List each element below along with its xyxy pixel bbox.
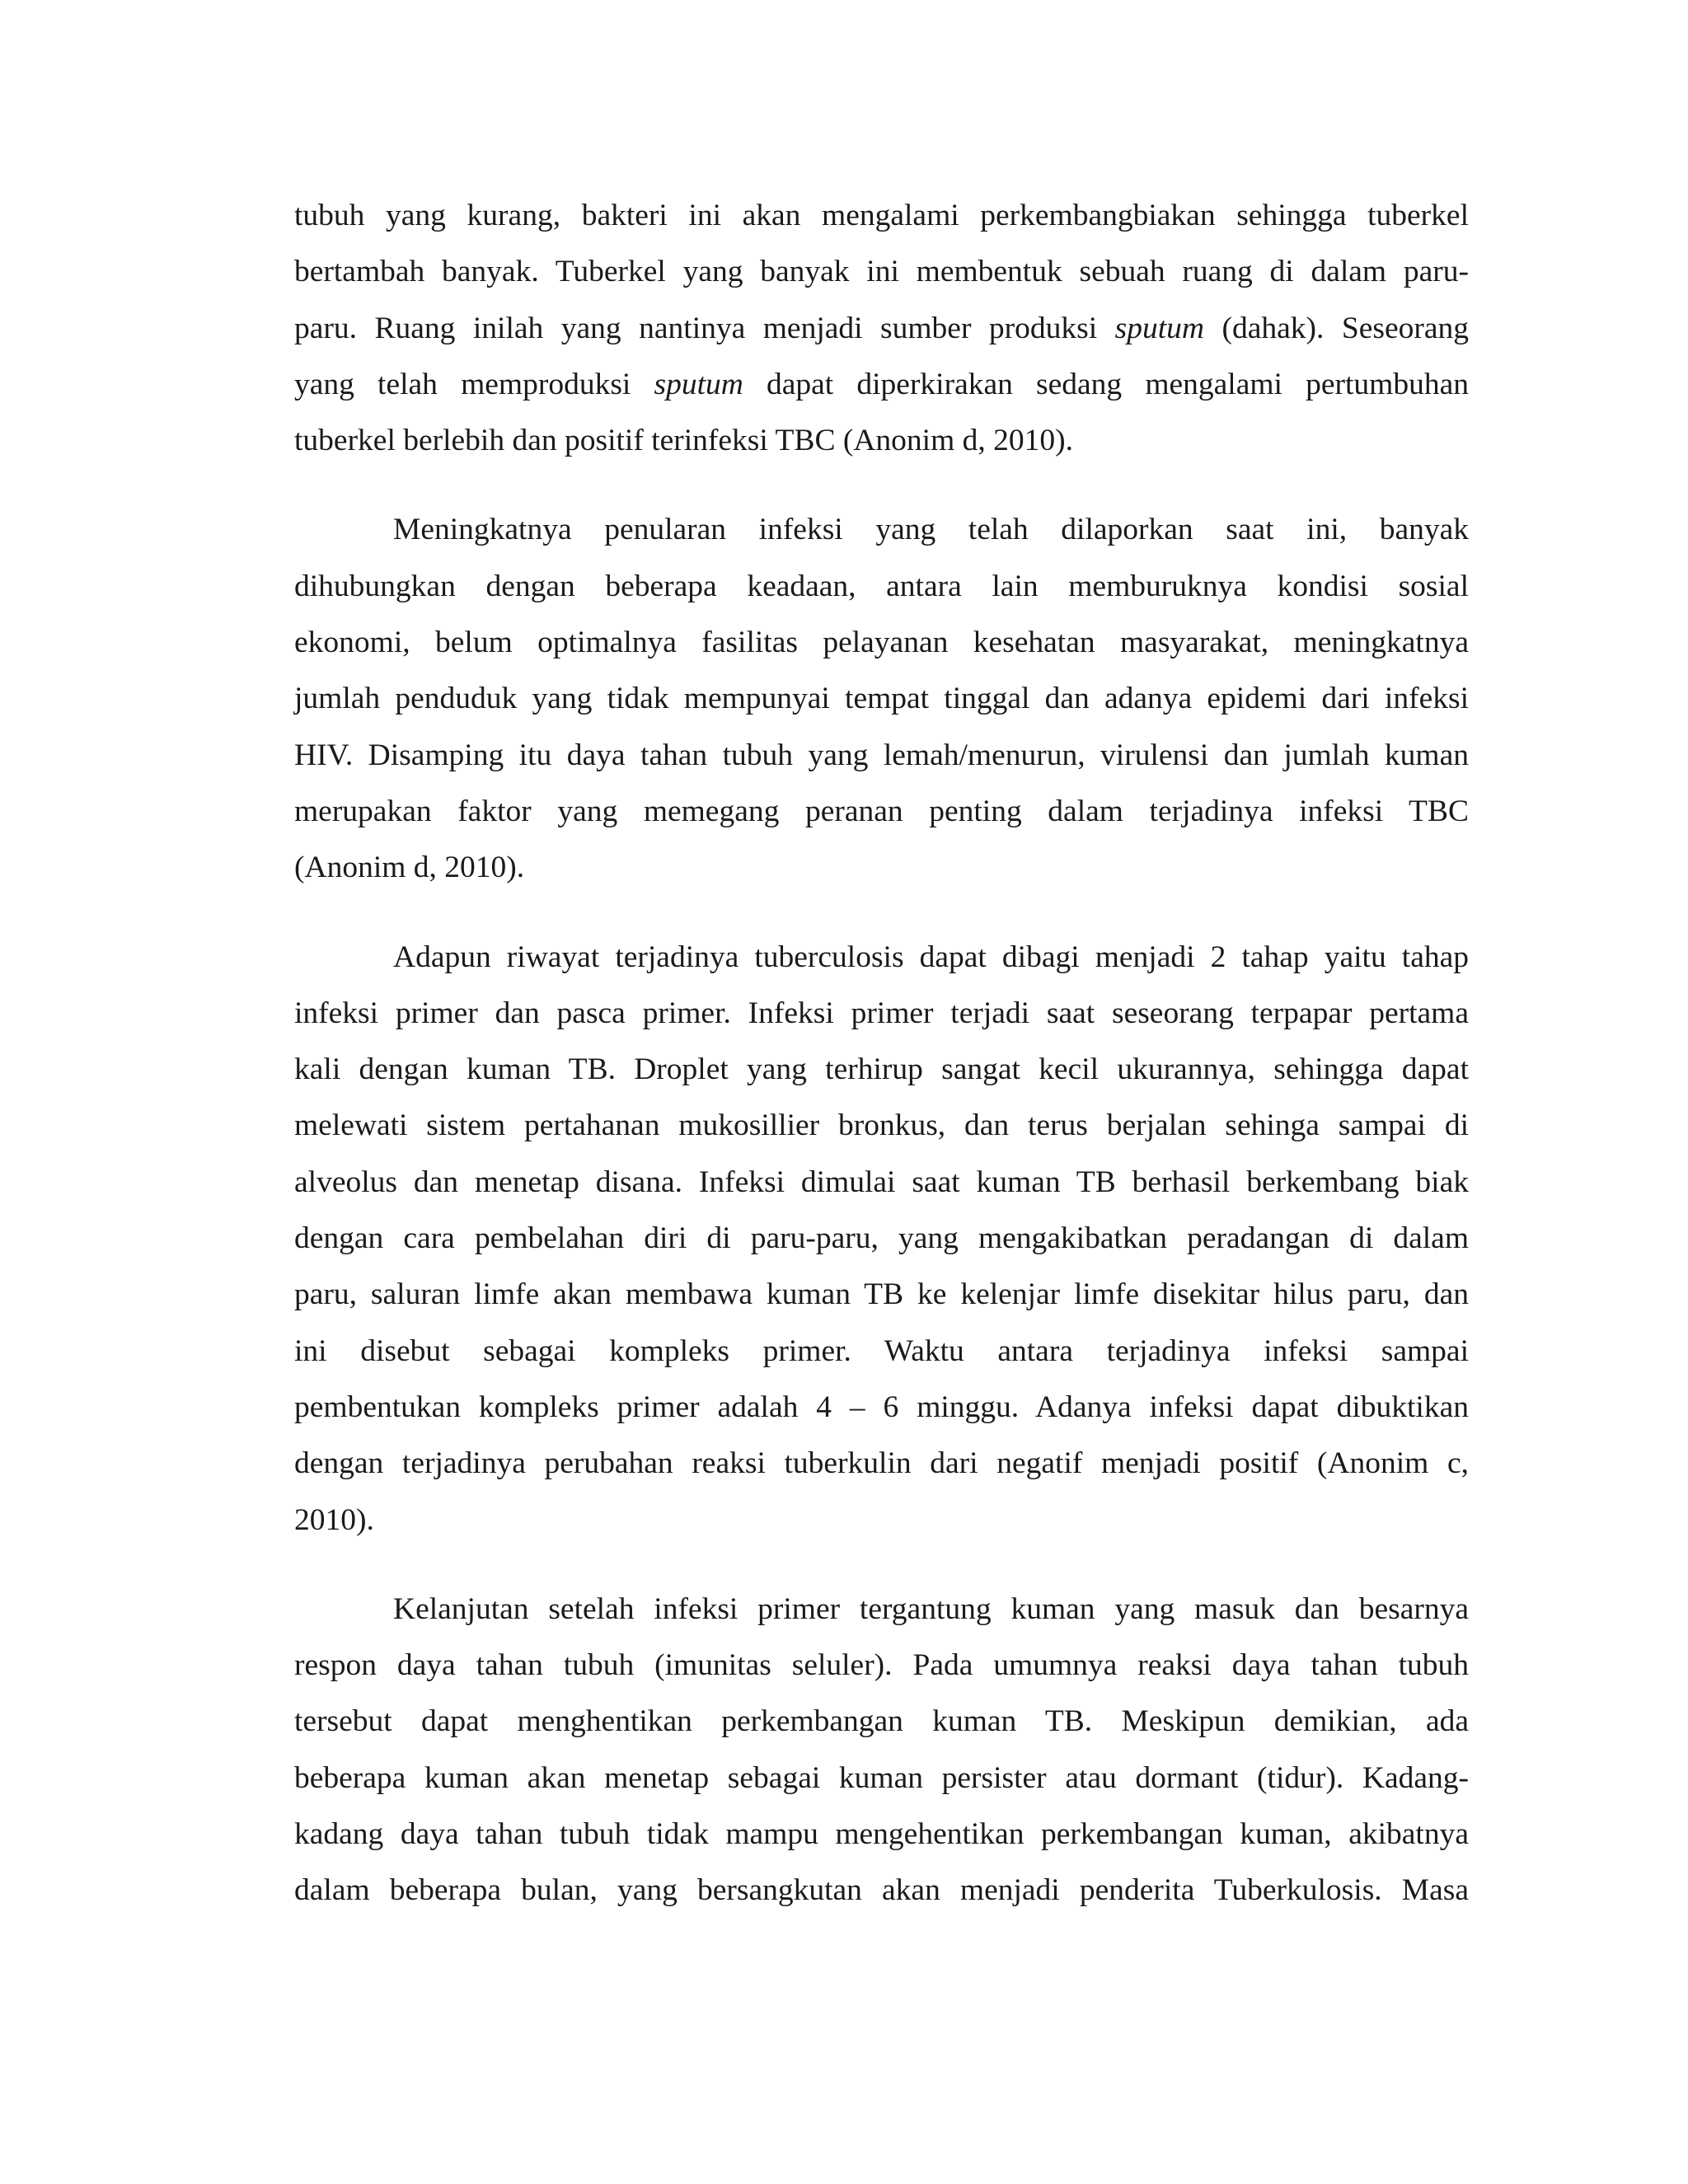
text-line: kadang daya tahan tubuh tidak mampu mengehentikan perkembangan kuman, akibatnya (294, 1817, 1469, 1852)
paragraph-1 (294, 188, 1469, 469)
italic-term: sputum (1114, 311, 1205, 345)
paragraph-gap (294, 897, 1469, 930)
paragraph-4 (294, 1582, 1469, 1919)
text-run: paru. Ruang inilah yang nantinya menjadi sumber produksi (294, 311, 1115, 345)
paragraph-gap (294, 1549, 1469, 1582)
text-line: pembentukan kompleks primer adalah 4 – 6 minggu. Adanya infeksi dapat dibuktikan (294, 1390, 1469, 1424)
text-line: ini disebut sebagai kompleks primer. Waktu antara terjadinya infeksi sampai (294, 1333, 1469, 1368)
text-line: (Anonim d, 2010). (294, 851, 525, 885)
body-text (294, 188, 1469, 1919)
text-line: ekonomi, belum optimalnya fasilitas pelayanan kesehatan masyarakat, meningkatnya (294, 626, 1469, 660)
text-line: infeksi primer dan pasca primer. Infeksi primer terjadi saat seseorang terpapar pertama (294, 996, 1469, 1030)
text-run: dapat diperkirakan sedang mengalami pertumbuhan (743, 367, 1469, 401)
text-line: beberapa kuman akan menetap sebagai kuman persister atau dormant (tidur). Kadang- (294, 1760, 1469, 1795)
text-line: merupakan faktor yang memegang peranan penting dalam terjadinya infeksi TBC (294, 794, 1469, 828)
text-line: tubuh yang kurang, bakteri ini akan mengalami perkembangbiakan sehingga tuberkel (294, 199, 1469, 232)
paragraph-3 (294, 930, 1469, 1549)
text-line: 2010). (294, 1502, 374, 1537)
text-line: dihubungkan dengan beberapa keadaan, antara lain memburuknya kondisi sosial (294, 569, 1469, 603)
paragraph-2 (294, 502, 1469, 896)
text-line: melewati sistem pertahanan mukosillier bronkus, dan terus berjalan sehinga sampai di (294, 1108, 1469, 1143)
text-line: jumlah penduduk yang tidak mempunyai tempat tinggal dan adanya epidemi dari infeksi (294, 682, 1469, 716)
text-run: yang telah memproduksi (294, 367, 654, 401)
text-run: (dahak). Seseorang (1204, 311, 1469, 345)
text-line: Adapun riwayat terjadinya tuberculosis dapat dibagi menjadi 2 tahap yaitu tahap (393, 940, 1469, 974)
paragraph-gap (294, 469, 1469, 502)
text-line: dalam beberapa bulan, yang bersangkutan akan menjadi penderita Tuberkulosis. Masa (294, 1873, 1469, 1908)
text-line: dengan cara pembelahan diri di paru-paru, yang mengakibatkan peradangan di dalam (294, 1221, 1469, 1256)
text-line (294, 301, 1469, 357)
italic-term: sputum (654, 367, 743, 401)
text-line: respon daya tahan tubuh (imunitas seluler). Pada umumnya reaksi daya tahan tubuh (294, 1648, 1469, 1683)
text-line: bertambah banyak. Tuberkel yang banyak ini membentuk sebuah ruang di dalam paru- (294, 255, 1469, 289)
text-line (294, 357, 1469, 413)
text-line: Meningkatnya penularan infeksi yang telah dilaporkan saat ini, banyak (393, 513, 1469, 547)
text-line: tuberkel berlebih dan positif terinfeksi TBC (Anonim d, 2010). (294, 424, 1073, 458)
text-line: Kelanjutan setelah infeksi primer tergantung kuman yang masuk dan besarnya (393, 1591, 1469, 1626)
text-line: kali dengan kuman TB. Droplet yang terhirup sangat kecil ukurannya, sehingga dapat (294, 1052, 1469, 1087)
text-line: dengan terjadinya perubahan reaksi tuberkulin dari negatif menjadi positif (Anonim c, (294, 1446, 1469, 1481)
text-line: alveolus dan menetap disana. Infeksi dimulai saat kuman TB berhasil berkembang biak (294, 1165, 1469, 1199)
text-line: HIV. Disamping itu daya tahan tubuh yang lemah/menurun, virulensi dan jumlah kuman (294, 738, 1469, 772)
text-line: paru, saluran limfe akan membawa kuman TB ke kelenjar limfe disekitar hilus paru, dan (294, 1277, 1469, 1312)
text-line: tersebut dapat menghentikan perkembangan kuman TB. Meskipun demikian, ada (294, 1704, 1469, 1739)
